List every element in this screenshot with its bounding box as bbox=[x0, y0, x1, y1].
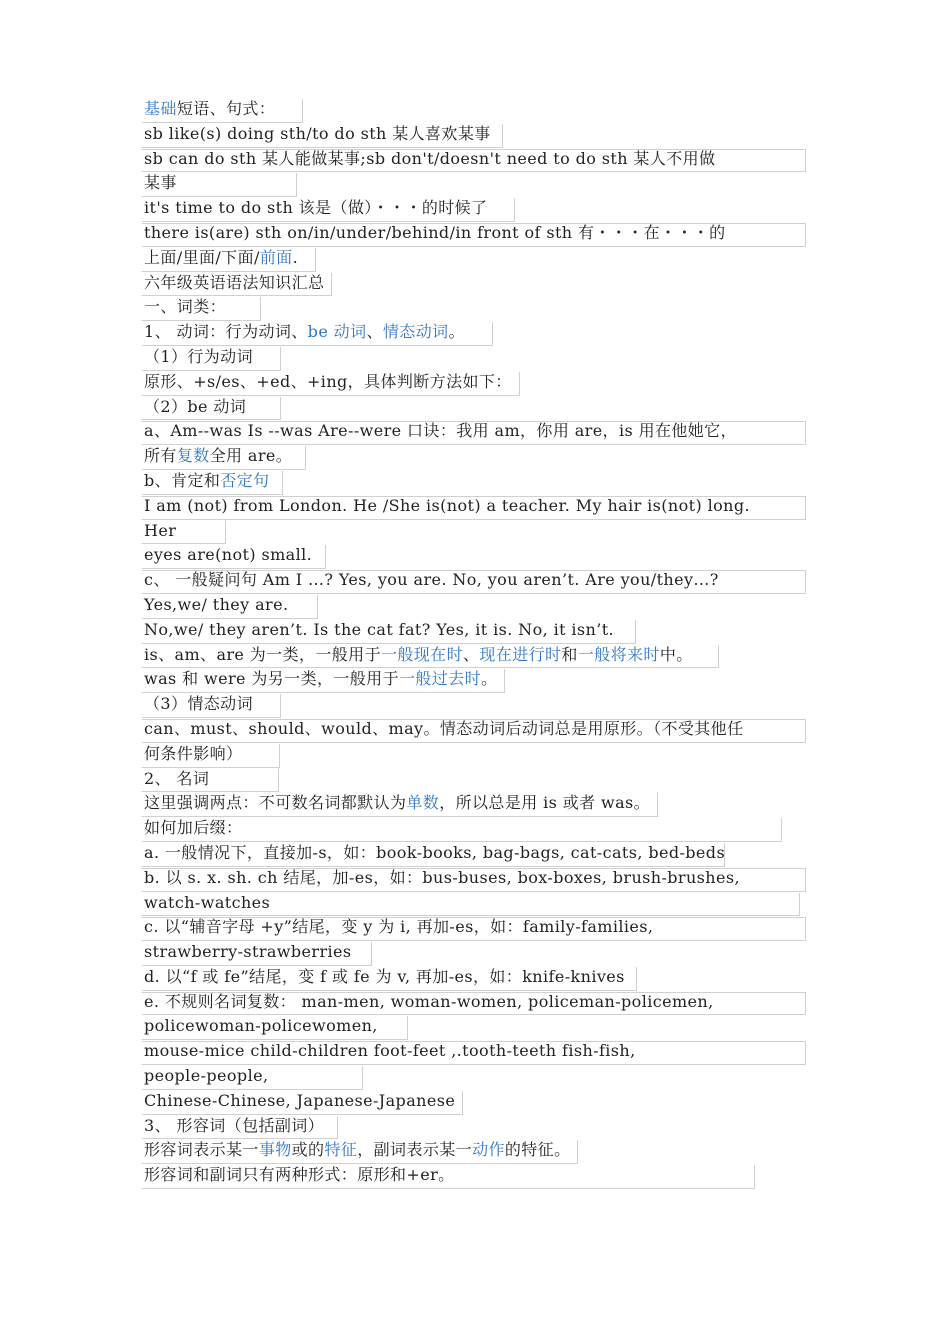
text-segment: （1）行为动词 bbox=[144, 346, 253, 366]
text-line bbox=[144, 196, 834, 221]
line-text bbox=[144, 669, 499, 688]
text-segment: 某事 bbox=[144, 173, 177, 193]
text-line bbox=[144, 295, 834, 320]
line-text bbox=[144, 1091, 457, 1110]
text-line bbox=[144, 667, 834, 692]
text-segment: （2）be 动词 bbox=[144, 396, 247, 416]
line-text bbox=[144, 818, 244, 837]
highlighted-term: 基础 bbox=[144, 99, 177, 118]
line-text bbox=[144, 570, 721, 589]
text-line bbox=[144, 345, 834, 370]
text-line bbox=[144, 494, 834, 519]
text-segment: people-people, bbox=[144, 1066, 269, 1086]
text-segment: 何条件影响） bbox=[144, 743, 243, 763]
text-segment: there is(are) sth on/in/under/behind/in front of sth 有・・・在・・・的 bbox=[144, 222, 726, 242]
line-text bbox=[144, 1016, 380, 1035]
text-line bbox=[144, 767, 834, 792]
line-text bbox=[144, 967, 627, 986]
text-segment: 形容词表示某一 bbox=[144, 1140, 259, 1160]
line-text bbox=[144, 471, 271, 490]
text-line bbox=[144, 717, 834, 742]
text-segment: sb can do sth 某人能做某事;sb don't/doesn't need to do sth 某人不用做 bbox=[144, 148, 716, 168]
text-segment: 和 bbox=[561, 644, 578, 664]
text-segment: it's time to do sth 该是（做）・・・的时候了 bbox=[144, 198, 488, 218]
text-segment: strawberry-strawberries bbox=[144, 942, 352, 962]
text-line bbox=[144, 122, 834, 147]
text-line bbox=[144, 1163, 834, 1188]
text-segment: ，所以总是用 is 或者 was。 bbox=[439, 793, 651, 813]
highlighted-term: 复数 bbox=[176, 446, 210, 466]
highlighted-term: 一般将来时 bbox=[577, 644, 660, 664]
text-segment: 短语、句式： bbox=[176, 99, 276, 118]
highlighted-term: 动作 bbox=[472, 1140, 505, 1160]
text-segment: e. 不规则名词复数： man-men, woman-women, policeman-policemen, bbox=[144, 991, 714, 1011]
highlighted-term: 否定句 bbox=[220, 470, 270, 490]
text-line bbox=[144, 1089, 834, 1114]
text-segment: ，副词表示某一 bbox=[357, 1140, 473, 1160]
line-text bbox=[144, 917, 655, 936]
line-text bbox=[144, 1066, 270, 1085]
line-text bbox=[144, 744, 244, 763]
text-line bbox=[144, 791, 834, 816]
text-line bbox=[144, 543, 834, 568]
document-body bbox=[144, 97, 834, 1188]
text-segment: 。 bbox=[448, 322, 465, 342]
text-segment: 、 bbox=[366, 322, 383, 342]
line-text bbox=[144, 620, 616, 639]
line-text bbox=[144, 645, 695, 664]
text-line bbox=[144, 395, 834, 420]
highlighted-term: be 动词 bbox=[307, 322, 367, 342]
text-line bbox=[144, 866, 834, 891]
line-text bbox=[144, 893, 272, 912]
text-line bbox=[144, 841, 834, 866]
text-line bbox=[144, 97, 834, 122]
highlighted-term: 一般现在时 bbox=[380, 644, 463, 664]
line-text bbox=[144, 397, 248, 416]
text-segment: Chinese-Chinese, Japanese-Japanese bbox=[144, 1090, 456, 1110]
line-text bbox=[144, 421, 739, 440]
text-line bbox=[144, 618, 834, 643]
text-line bbox=[144, 891, 834, 916]
text-line bbox=[144, 692, 834, 717]
line-text bbox=[144, 496, 752, 515]
text-segment: b. 以 s. x. sh. ch 结尾，加-es，如：bus-buses, box-boxes, brush-brushes, bbox=[144, 867, 740, 887]
text-segment: Yes,we/ they are. bbox=[144, 594, 289, 614]
text-segment: a. 一般情况下，直接加-s，如：book-books, bag-bags, cat-cats, bed-beds bbox=[144, 842, 726, 862]
text-segment: 所有 bbox=[144, 446, 177, 466]
text-line bbox=[144, 1014, 834, 1039]
text-segment: 这里强调两点：不可数名词都默认为 bbox=[144, 793, 407, 813]
text-segment: No,we/ they aren’t. Is the cat fat? Yes, it is. No, it isn’t. bbox=[144, 619, 615, 639]
text-line bbox=[144, 643, 834, 668]
line-text bbox=[144, 446, 294, 465]
line-text bbox=[144, 322, 467, 341]
text-line bbox=[144, 816, 834, 841]
line-text bbox=[144, 124, 493, 143]
text-line bbox=[144, 320, 834, 345]
text-segment: 中。 bbox=[659, 644, 693, 664]
line-text bbox=[144, 769, 211, 788]
text-segment: 六年级英语语法知识汇总 bbox=[144, 272, 325, 292]
text-line bbox=[144, 990, 834, 1015]
line-text bbox=[144, 223, 728, 242]
line-text bbox=[144, 793, 652, 812]
text-line bbox=[144, 1138, 834, 1163]
text-line bbox=[144, 271, 834, 296]
text-segment: was 和 were 为另一类，一般用于 bbox=[144, 669, 399, 689]
text-segment: sb like(s) doing sth/to do sth 某人喜欢某事 bbox=[144, 123, 491, 143]
highlighted-term: 事物 bbox=[258, 1140, 292, 1160]
text-line bbox=[144, 965, 834, 990]
highlighted-term: 情态动词 bbox=[382, 322, 449, 342]
text-segment: can、must、should、would、may。情态动词后动词总是用原形。（不受其他任 bbox=[144, 718, 744, 738]
text-line bbox=[144, 519, 834, 544]
text-segment: d. 以“f 或 fe”结尾，变 f 或 fe 为 v, 再加-es，如：knife-knives bbox=[144, 966, 625, 986]
text-segment: 如何加后缀： bbox=[144, 818, 243, 838]
line-text bbox=[144, 694, 255, 713]
text-segment: 上面/里面/下面/ bbox=[144, 247, 260, 267]
text-segment: 。 bbox=[481, 669, 498, 689]
text-segment: I am (not) from London. He /She is(not) a teacher. My hair is(not) long. bbox=[144, 495, 751, 515]
text-segment: watch-watches bbox=[144, 892, 271, 912]
highlighted-term: 单数 bbox=[406, 793, 440, 813]
text-segment: c. 以“辅音字母 +y”结尾，变 y 为 i, 再加-es，如：family-families, bbox=[144, 917, 654, 937]
line-text bbox=[144, 198, 489, 217]
highlighted-term: 前面 bbox=[259, 247, 293, 267]
text-line bbox=[144, 1064, 834, 1089]
text-line bbox=[144, 469, 834, 494]
text-segment: 一、词类： bbox=[144, 297, 227, 317]
text-segment: 或的 bbox=[291, 1140, 325, 1160]
text-segment: . bbox=[292, 247, 299, 267]
text-segment: 形容词和副词只有两种形式：原形和+er。 bbox=[144, 1165, 455, 1185]
line-text bbox=[144, 372, 514, 391]
line-text bbox=[144, 1140, 572, 1159]
text-line bbox=[144, 147, 834, 172]
text-segment: （3）情态动词 bbox=[144, 694, 253, 714]
line-text bbox=[144, 99, 277, 118]
text-segment: is、am、are 为一类，一般用于 bbox=[144, 644, 381, 664]
highlighted-term: 特征 bbox=[324, 1140, 358, 1160]
line-text bbox=[144, 297, 228, 316]
line-text bbox=[144, 173, 179, 192]
text-segment: 全用 are。 bbox=[209, 446, 293, 466]
line-text bbox=[144, 521, 178, 540]
text-line bbox=[144, 593, 834, 618]
text-segment: 原形、+s/es、+ed、+ing，具体判断方法如下： bbox=[144, 371, 512, 391]
text-line bbox=[144, 940, 834, 965]
line-text bbox=[144, 347, 255, 366]
text-line bbox=[144, 742, 834, 767]
line-text bbox=[144, 1041, 638, 1060]
line-text bbox=[144, 1165, 457, 1184]
line-text bbox=[144, 942, 354, 961]
text-segment: 的特征。 bbox=[504, 1140, 571, 1160]
text-segment: Her bbox=[144, 520, 177, 540]
line-text bbox=[144, 273, 326, 292]
text-line bbox=[144, 419, 834, 444]
text-segment: 3、 形容词（包括副词） bbox=[144, 1115, 325, 1135]
text-segment: c、 一般疑问句 Am I …? Yes, you are. No, you aren’t. Are you/they…? bbox=[144, 570, 719, 590]
line-text bbox=[144, 868, 742, 887]
text-segment: b、肯定和 bbox=[144, 470, 221, 490]
text-line bbox=[144, 221, 834, 246]
text-line bbox=[144, 171, 834, 196]
text-line bbox=[144, 370, 834, 395]
text-segment: mouse-mice child-children foot-feet ,.tooth-teeth fish-fish, bbox=[144, 1041, 636, 1061]
line-text bbox=[144, 149, 717, 168]
text-line bbox=[144, 246, 834, 271]
line-text bbox=[144, 248, 300, 267]
line-text bbox=[144, 545, 314, 564]
text-segment: a、Am--was Is --was Are--were 口诀：我用 am，你用 are，is 用在他她它， bbox=[144, 421, 737, 441]
highlighted-term: 一般过去时 bbox=[399, 669, 482, 689]
text-segment: eyes are(not) small. bbox=[144, 545, 313, 565]
text-line bbox=[144, 568, 834, 593]
highlighted-term: 现在进行时 bbox=[479, 644, 562, 664]
text-segment: policewoman-policewomen, bbox=[144, 1016, 378, 1036]
line-text bbox=[144, 843, 727, 862]
line-text bbox=[144, 992, 716, 1011]
line-text bbox=[144, 595, 290, 614]
line-text bbox=[144, 1116, 326, 1135]
text-line bbox=[144, 1114, 834, 1139]
text-line bbox=[144, 915, 834, 940]
text-segment: 2、 名词 bbox=[144, 768, 210, 788]
text-segment: 、 bbox=[463, 644, 480, 664]
text-segment: 1、 动词：行为动词、 bbox=[144, 322, 308, 342]
line-text bbox=[144, 719, 745, 738]
text-line bbox=[144, 1039, 834, 1064]
text-line bbox=[144, 444, 834, 469]
